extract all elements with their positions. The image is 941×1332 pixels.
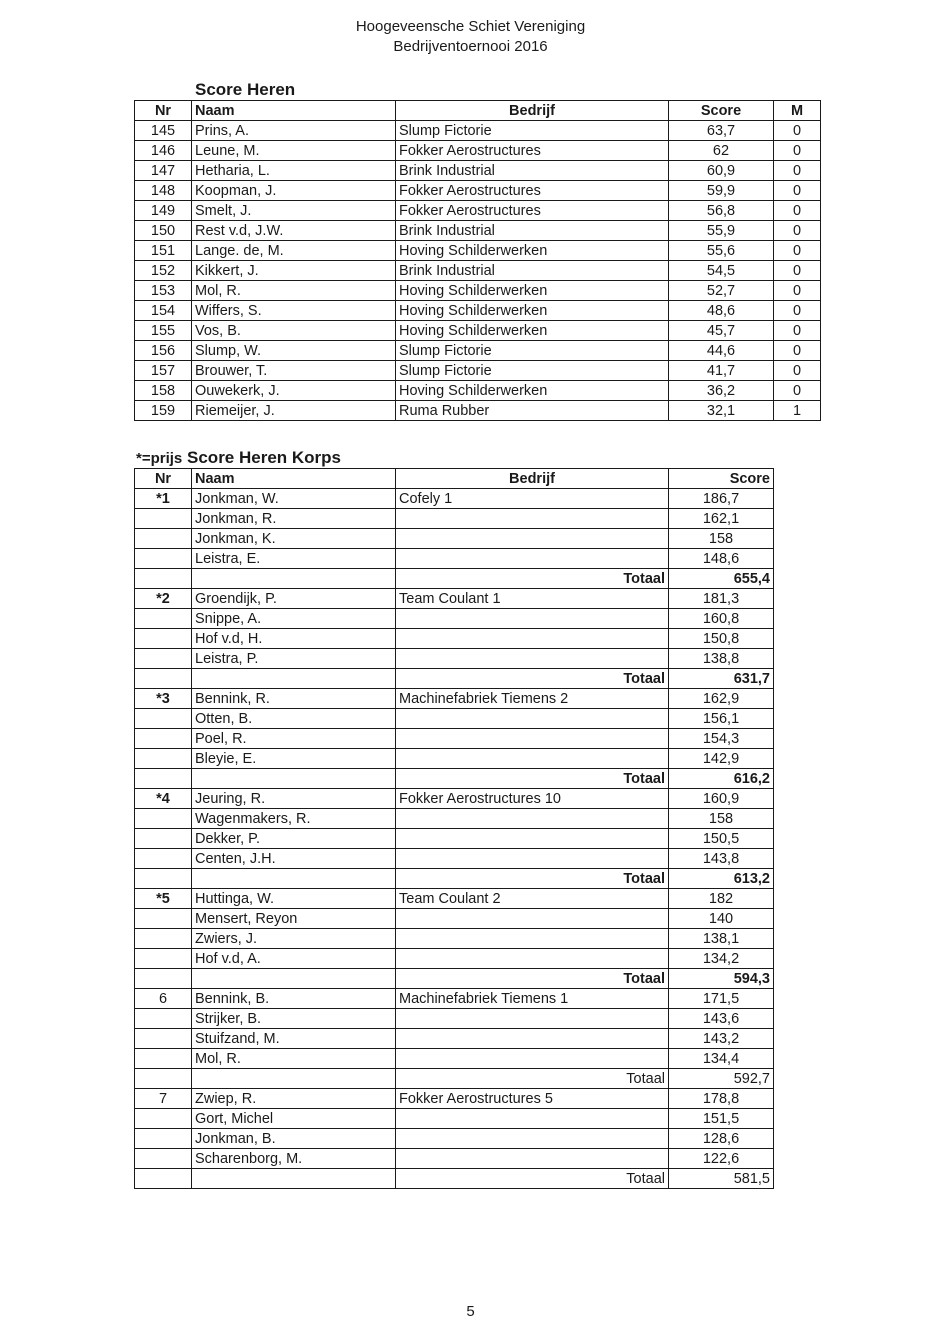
bedrijf-cell	[396, 709, 669, 729]
table-row	[135, 1129, 774, 1149]
table-row	[135, 809, 774, 829]
col-score: Score	[669, 469, 774, 489]
m-cell: 0	[774, 201, 821, 221]
m-cell: 0	[774, 321, 821, 341]
score-cell: 150,8	[669, 629, 774, 649]
score-cell: 54,5	[669, 261, 774, 281]
table-row	[135, 401, 821, 421]
total-score: 631,7	[669, 669, 774, 689]
bedrijf-cell: Hoving Schilderwerken	[396, 281, 669, 301]
table-row	[135, 161, 821, 181]
bedrijf-cell: Slump Fictorie	[396, 361, 669, 381]
nr-cell	[135, 769, 192, 789]
col-nr: Nr	[135, 101, 192, 121]
bedrijf-cell: Cofely 1	[396, 489, 669, 509]
bedrijf-cell: Fokker Aerostructures	[396, 141, 669, 161]
table-row	[135, 949, 774, 969]
bedrijf-cell	[396, 1149, 669, 1169]
score-cell: 171,5	[669, 989, 774, 1009]
nr-cell: 149	[135, 201, 192, 221]
score-cell: 182	[669, 889, 774, 909]
score-cell: 160,8	[669, 609, 774, 629]
total-score: 616,2	[669, 769, 774, 789]
table-row	[135, 609, 774, 629]
m-cell: 0	[774, 241, 821, 261]
score-cell: 41,7	[669, 361, 774, 381]
naam-cell: Hof v.d, A.	[192, 949, 396, 969]
table-row	[135, 281, 821, 301]
nr-cell: 150	[135, 221, 192, 241]
prize-legend: *=prijs	[136, 450, 183, 467]
naam-cell: Jonkman, K.	[192, 529, 396, 549]
naam-cell: Bennink, R.	[192, 689, 396, 709]
korps-title-line	[136, 448, 341, 468]
bedrijf-cell	[396, 629, 669, 649]
total-label: Totaal	[396, 669, 669, 689]
col-m: M	[774, 101, 821, 121]
naam-cell: Zwiep, R.	[192, 1089, 396, 1109]
score-cell: 158	[669, 809, 774, 829]
nr-cell: 6	[135, 989, 192, 1009]
bedrijf-cell	[396, 929, 669, 949]
table-row	[135, 341, 821, 361]
total-score: 613,2	[669, 869, 774, 889]
bedrijf-cell	[396, 1129, 669, 1149]
table-row	[135, 909, 774, 929]
table-row	[135, 141, 821, 161]
total-score: 581,5	[669, 1169, 774, 1189]
naam-cell: Scharenborg, M.	[192, 1149, 396, 1169]
m-cell: 0	[774, 161, 821, 181]
bedrijf-cell: Ruma Rubber	[396, 401, 669, 421]
nr-cell: 157	[135, 361, 192, 381]
col-score: Score	[669, 101, 774, 121]
naam-cell	[192, 969, 396, 989]
naam-cell	[192, 869, 396, 889]
table-row	[135, 1149, 774, 1169]
nr-cell: 151	[135, 241, 192, 261]
table-row	[135, 849, 774, 869]
naam-cell: Koopman, J.	[192, 181, 396, 201]
bedrijf-cell	[396, 809, 669, 829]
nr-cell	[135, 1049, 192, 1069]
naam-cell: Leune, M.	[192, 141, 396, 161]
score-cell: 36,2	[669, 381, 774, 401]
bedrijf-cell	[396, 749, 669, 769]
naam-cell: Jeuring, R.	[192, 789, 396, 809]
nr-cell	[135, 1129, 192, 1149]
score-cell: 32,1	[669, 401, 774, 421]
score-cell: 55,6	[669, 241, 774, 261]
nr-cell	[135, 1149, 192, 1169]
naam-cell: Hof v.d, H.	[192, 629, 396, 649]
score-cell: 156,1	[669, 709, 774, 729]
score-cell: 186,7	[669, 489, 774, 509]
nr-cell	[135, 649, 192, 669]
nr-cell: 156	[135, 341, 192, 361]
score-cell: 128,6	[669, 1129, 774, 1149]
m-cell: 0	[774, 341, 821, 361]
score-cell: 44,6	[669, 341, 774, 361]
nr-cell	[135, 969, 192, 989]
heren-header-row	[135, 101, 821, 121]
nr-cell: *5	[135, 889, 192, 909]
score-cell: 59,9	[669, 181, 774, 201]
bedrijf-cell: Slump Fictorie	[396, 121, 669, 141]
naam-cell: Mol, R.	[192, 281, 396, 301]
total-row	[135, 569, 774, 589]
m-cell: 0	[774, 221, 821, 241]
naam-cell: Smelt, J.	[192, 201, 396, 221]
bedrijf-cell	[396, 649, 669, 669]
table-row	[135, 489, 774, 509]
score-cell: 138,8	[669, 649, 774, 669]
bedrijf-cell: Fokker Aerostructures 10	[396, 789, 669, 809]
score-cell: 63,7	[669, 121, 774, 141]
nr-cell	[135, 829, 192, 849]
table-row	[135, 181, 821, 201]
total-row	[135, 969, 774, 989]
total-label: Totaal	[396, 769, 669, 789]
score-cell: 181,3	[669, 589, 774, 609]
total-row	[135, 869, 774, 889]
nr-cell	[135, 529, 192, 549]
naam-cell: Rest v.d, J.W.	[192, 221, 396, 241]
naam-cell: Snippe, A.	[192, 609, 396, 629]
table-row	[135, 1089, 774, 1109]
score-cell: 122,6	[669, 1149, 774, 1169]
table-row	[135, 549, 774, 569]
table-row	[135, 1009, 774, 1029]
bedrijf-cell: Slump Fictorie	[396, 341, 669, 361]
nr-cell	[135, 509, 192, 529]
naam-cell: Dekker, P.	[192, 829, 396, 849]
m-cell: 0	[774, 301, 821, 321]
total-row	[135, 769, 774, 789]
bedrijf-cell: Brink Industrial	[396, 261, 669, 281]
bedrijf-cell: Team Coulant 2	[396, 889, 669, 909]
m-cell: 0	[774, 281, 821, 301]
naam-cell: Stuifzand, M.	[192, 1029, 396, 1049]
naam-cell: Kikkert, J.	[192, 261, 396, 281]
total-label: Totaal	[396, 1069, 669, 1089]
m-cell: 0	[774, 261, 821, 281]
naam-cell: Jonkman, B.	[192, 1129, 396, 1149]
col-nr: Nr	[135, 469, 192, 489]
nr-cell: 155	[135, 321, 192, 341]
table-row	[135, 321, 821, 341]
nr-cell: *3	[135, 689, 192, 709]
score-cell: 158	[669, 529, 774, 549]
score-cell: 151,5	[669, 1109, 774, 1129]
m-cell: 0	[774, 361, 821, 381]
table-row	[135, 989, 774, 1009]
m-cell: 1	[774, 401, 821, 421]
bedrijf-cell	[396, 1109, 669, 1129]
table-row	[135, 361, 821, 381]
score-cell: 56,8	[669, 201, 774, 221]
bedrijf-cell	[396, 609, 669, 629]
bedrijf-cell	[396, 1009, 669, 1029]
table-row	[135, 121, 821, 141]
score-cell: 143,8	[669, 849, 774, 869]
table-row	[135, 509, 774, 529]
table-row	[135, 829, 774, 849]
naam-cell: Bleyie, E.	[192, 749, 396, 769]
bedrijf-cell: Hoving Schilderwerken	[396, 301, 669, 321]
m-cell: 0	[774, 381, 821, 401]
bedrijf-cell: Machinefabriek Tiemens 2	[396, 689, 669, 709]
table-row	[135, 241, 821, 261]
nr-cell	[135, 949, 192, 969]
score-cell: 148,6	[669, 549, 774, 569]
naam-cell: Prins, A.	[192, 121, 396, 141]
naam-cell	[192, 569, 396, 589]
table-row	[135, 529, 774, 549]
naam-cell: Leistra, E.	[192, 549, 396, 569]
nr-cell: 158	[135, 381, 192, 401]
score-cell: 134,4	[669, 1049, 774, 1069]
table-row	[135, 301, 821, 321]
naam-cell: Huttinga, W.	[192, 889, 396, 909]
score-cell: 60,9	[669, 161, 774, 181]
bedrijf-cell: Hoving Schilderwerken	[396, 381, 669, 401]
nr-cell: 7	[135, 1089, 192, 1109]
table-row	[135, 589, 774, 609]
naam-cell: Slump, W.	[192, 341, 396, 361]
bedrijf-cell	[396, 849, 669, 869]
naam-cell: Hetharia, L.	[192, 161, 396, 181]
score-cell: 55,9	[669, 221, 774, 241]
table-row	[135, 629, 774, 649]
naam-cell: Wagenmakers, R.	[192, 809, 396, 829]
table-row	[135, 889, 774, 909]
naam-cell: Leistra, P.	[192, 649, 396, 669]
table-row	[135, 689, 774, 709]
naam-cell: Groendijk, P.	[192, 589, 396, 609]
naam-cell: Strijker, B.	[192, 1009, 396, 1029]
naam-cell: Jonkman, W.	[192, 489, 396, 509]
nr-cell	[135, 929, 192, 949]
table-row	[135, 929, 774, 949]
naam-cell: Otten, B.	[192, 709, 396, 729]
nr-cell	[135, 709, 192, 729]
naam-cell	[192, 1169, 396, 1189]
naam-cell: Gort, Michel	[192, 1109, 396, 1129]
nr-cell	[135, 729, 192, 749]
nr-cell	[135, 749, 192, 769]
club-name: Hoogeveensche Schiet Vereniging	[355, 18, 586, 35]
score-cell: 178,8	[669, 1089, 774, 1109]
total-score: 594,3	[669, 969, 774, 989]
bedrijf-cell: Fokker Aerostructures	[396, 201, 669, 221]
nr-cell: 146	[135, 141, 192, 161]
nr-cell	[135, 1069, 192, 1089]
nr-cell	[135, 549, 192, 569]
bedrijf-cell: Fokker Aerostructures 5	[396, 1089, 669, 1109]
bedrijf-cell	[396, 529, 669, 549]
table-row	[135, 1029, 774, 1049]
table-row	[135, 201, 821, 221]
bedrijf-cell: Team Coulant 1	[396, 589, 669, 609]
score-cell: 142,9	[669, 749, 774, 769]
table-row	[135, 221, 821, 241]
nr-cell	[135, 1029, 192, 1049]
bedrijf-cell	[396, 949, 669, 969]
nr-cell: *2	[135, 589, 192, 609]
nr-cell: 148	[135, 181, 192, 201]
bedrijf-cell: Fokker Aerostructures	[396, 181, 669, 201]
korps-header-row	[135, 469, 774, 489]
score-cell: 150,5	[669, 829, 774, 849]
naam-cell	[192, 1069, 396, 1089]
bedrijf-cell	[396, 909, 669, 929]
col-bedrijf: Bedrijf	[396, 469, 669, 489]
nr-cell: 147	[135, 161, 192, 181]
naam-cell: Poel, R.	[192, 729, 396, 749]
naam-cell: Brouwer, T.	[192, 361, 396, 381]
naam-cell: Zwiers, J.	[192, 929, 396, 949]
score-cell: 162,9	[669, 689, 774, 709]
table-row	[135, 749, 774, 769]
nr-cell	[135, 809, 192, 829]
nr-cell: 153	[135, 281, 192, 301]
nr-cell	[135, 869, 192, 889]
total-row	[135, 1169, 774, 1189]
nr-cell: 152	[135, 261, 192, 281]
korps-table	[134, 468, 774, 1189]
naam-cell: Ouwekerk, J.	[192, 381, 396, 401]
score-cell: 62	[669, 141, 774, 161]
nr-cell	[135, 1109, 192, 1129]
korps-title: Score Heren Korps	[187, 448, 342, 467]
nr-cell	[135, 1009, 192, 1029]
heren-title: Score Heren	[195, 80, 296, 99]
nr-cell: 154	[135, 301, 192, 321]
bedrijf-cell	[396, 549, 669, 569]
naam-cell: Vos, B.	[192, 321, 396, 341]
table-row	[135, 381, 821, 401]
naam-cell: Jonkman, R.	[192, 509, 396, 529]
nr-cell: 145	[135, 121, 192, 141]
m-cell: 0	[774, 141, 821, 161]
table-row	[135, 789, 774, 809]
m-cell: 0	[774, 121, 821, 141]
nr-cell	[135, 669, 192, 689]
score-cell: 45,7	[669, 321, 774, 341]
score-cell: 162,1	[669, 509, 774, 529]
naam-cell: Wiffers, S.	[192, 301, 396, 321]
total-score: 592,7	[669, 1069, 774, 1089]
bedrijf-cell	[396, 1029, 669, 1049]
bedrijf-cell	[396, 729, 669, 749]
naam-cell	[192, 769, 396, 789]
page-number: 5	[466, 1303, 475, 1320]
score-cell: 143,2	[669, 1029, 774, 1049]
score-cell: 52,7	[669, 281, 774, 301]
table-row	[135, 709, 774, 729]
bedrijf-cell: Hoving Schilderwerken	[396, 241, 669, 261]
nr-cell	[135, 609, 192, 629]
col-naam: Naam	[192, 469, 396, 489]
nr-cell: *4	[135, 789, 192, 809]
total-row	[135, 669, 774, 689]
nr-cell	[135, 909, 192, 929]
score-cell: 154,3	[669, 729, 774, 749]
total-label: Totaal	[396, 969, 669, 989]
naam-cell: Lange. de, M.	[192, 241, 396, 261]
score-cell: 138,1	[669, 929, 774, 949]
bedrijf-cell: Machinefabriek Tiemens 1	[396, 989, 669, 1009]
table-row	[135, 729, 774, 749]
naam-cell: Riemeijer, J.	[192, 401, 396, 421]
nr-cell: *1	[135, 489, 192, 509]
nr-cell	[135, 629, 192, 649]
naam-cell: Mol, R.	[192, 1049, 396, 1069]
score-cell: 140	[669, 909, 774, 929]
col-bedrijf: Bedrijf	[396, 101, 669, 121]
total-label: Totaal	[396, 869, 669, 889]
nr-cell: 159	[135, 401, 192, 421]
bedrijf-cell: Hoving Schilderwerken	[396, 321, 669, 341]
score-cell: 134,2	[669, 949, 774, 969]
nr-cell	[135, 569, 192, 589]
score-cell: 143,6	[669, 1009, 774, 1029]
naam-cell: Mensert, Reyon	[192, 909, 396, 929]
naam-cell: Bennink, B.	[192, 989, 396, 1009]
total-score: 655,4	[669, 569, 774, 589]
bedrijf-cell: Brink Industrial	[396, 161, 669, 181]
bedrijf-cell	[396, 829, 669, 849]
nr-cell	[135, 1169, 192, 1189]
table-row	[135, 1109, 774, 1129]
score-cell: 48,6	[669, 301, 774, 321]
naam-cell: Centen, J.H.	[192, 849, 396, 869]
table-row	[135, 649, 774, 669]
total-row	[135, 1069, 774, 1089]
col-naam: Naam	[192, 101, 396, 121]
score-cell: 160,9	[669, 789, 774, 809]
total-label: Totaal	[396, 569, 669, 589]
heren-table	[134, 100, 821, 421]
m-cell: 0	[774, 181, 821, 201]
total-label: Totaal	[396, 1169, 669, 1189]
bedrijf-cell	[396, 509, 669, 529]
tournament-title: Bedrijventoernooi 2016	[393, 38, 548, 55]
bedrijf-cell	[396, 1049, 669, 1069]
table-row	[135, 261, 821, 281]
nr-cell	[135, 849, 192, 869]
table-row	[135, 1049, 774, 1069]
naam-cell	[192, 669, 396, 689]
bedrijf-cell: Brink Industrial	[396, 221, 669, 241]
